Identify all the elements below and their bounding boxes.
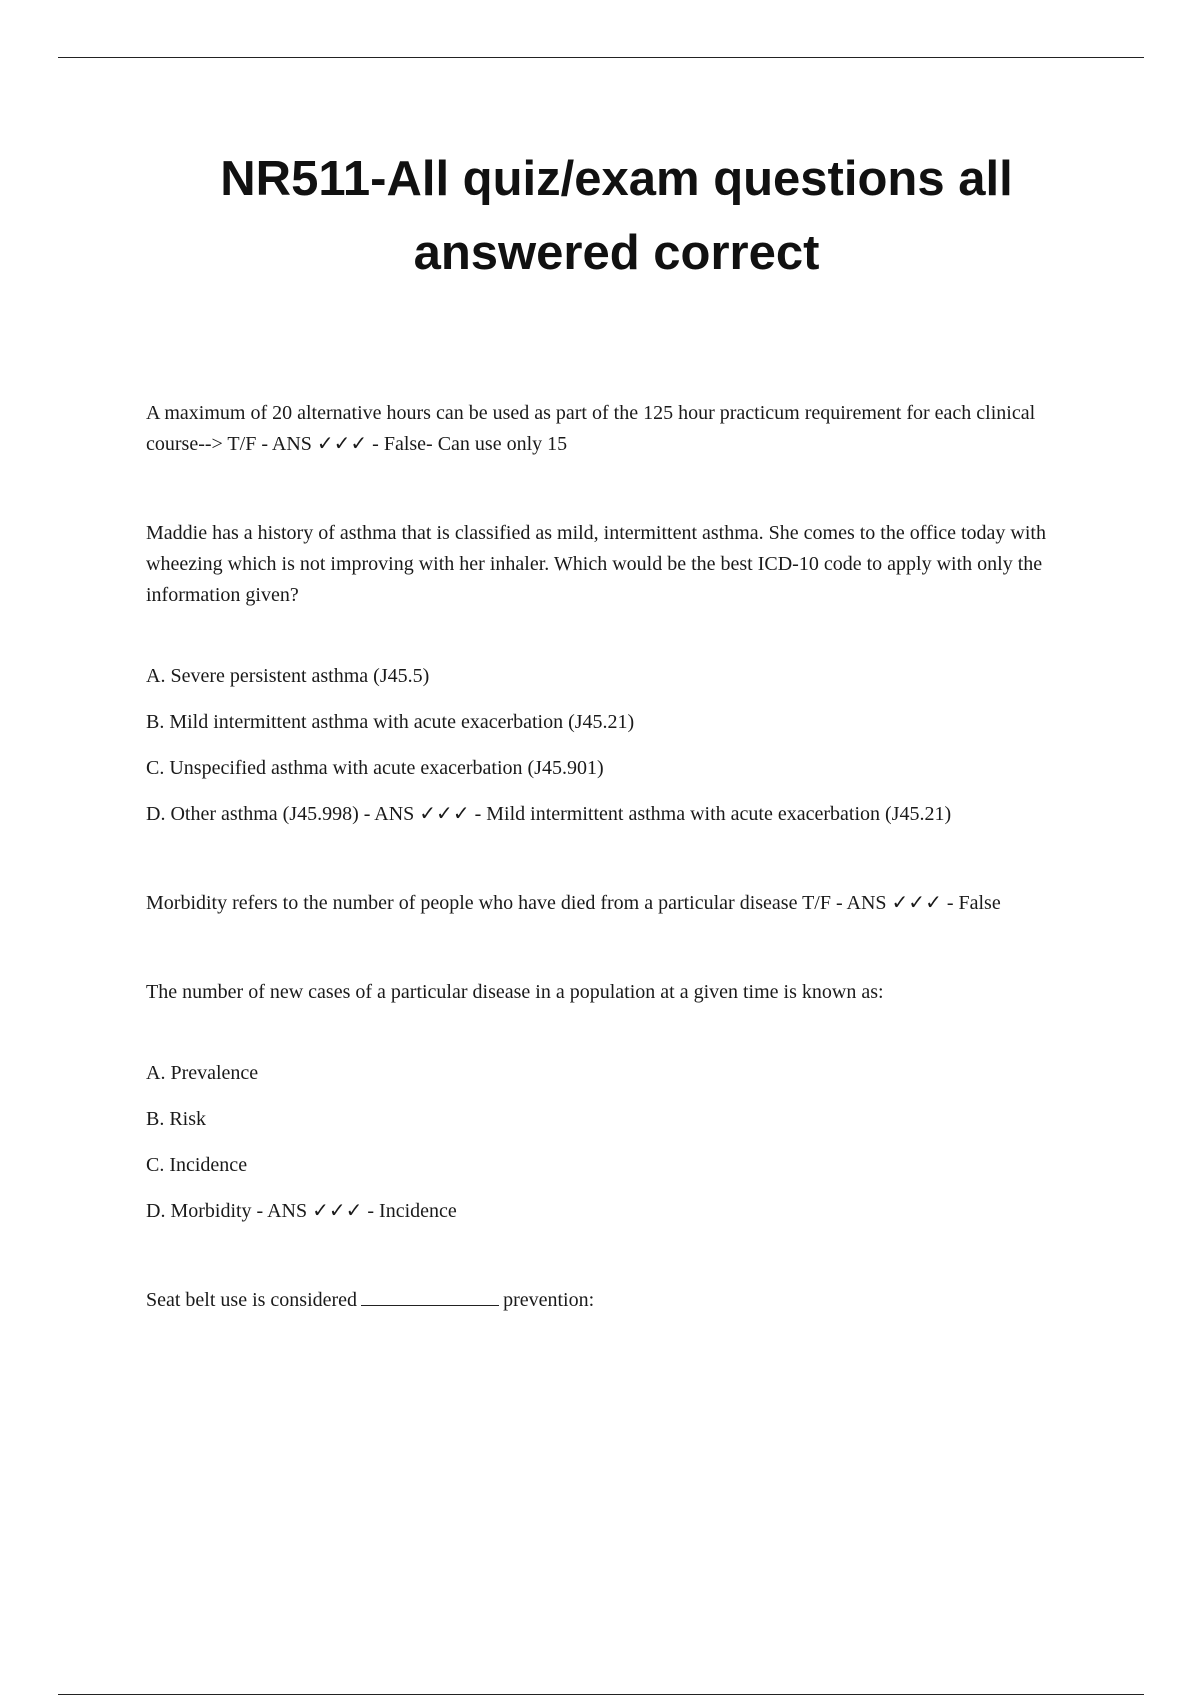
question-2-option-b: B. Mild intermittent asthma with acute exacerbation (J45.21)	[146, 711, 635, 733]
question-4: The number of new cases of a particular disease in a population at a given time is known as:	[146, 981, 884, 1003]
question-3: Morbidity refers to the number of people who have died from a particular disease T/F - ANS ✓✓✓ - False	[146, 892, 1001, 914]
top-rule	[58, 57, 1144, 58]
question-2-option-c: C. Unspecified asthma with acute exacerbation (J45.901)	[146, 757, 604, 779]
bottom-rule	[58, 1694, 1144, 1695]
question-4-option-c: C. Incidence	[146, 1154, 248, 1176]
question-4-option-b: B. Risk	[146, 1108, 207, 1130]
question-4-option-d: D. Morbidity - ANS ✓✓✓ - Incidence	[146, 1200, 457, 1222]
question-2-option-d: D. Other asthma (J45.998) - ANS ✓✓✓ - Mild intermittent asthma with acute exacerbation (J45.21)	[146, 803, 952, 825]
question-4-option-a: A. Prevalence	[146, 1062, 259, 1084]
document-body	[146, 398, 1096, 1316]
question-2-option-a: A. Severe persistent asthma (J45.5)	[146, 665, 430, 687]
question-2: Maddie has a history of asthma that is classified as mild, intermittent asthma. She comes to the office today with wheezing which is not improving with her inhaler. Which would be the best ICD-10 code to apply with only the information given?	[146, 522, 1046, 606]
fill-in-blank	[361, 1287, 499, 1306]
question-5-text-start: Seat belt use is considered	[146, 1289, 358, 1311]
document-title: NR511-All quiz/exam questions all answered correct	[220, 152, 1013, 280]
question-5	[146, 1285, 1096, 1316]
question-1: A maximum of 20 alternative hours can be used as part of the 125 hour practicum requirement for each clinical course--> T/F - ANS ✓✓✓ - False- Can use only 15	[146, 402, 1036, 455]
question-5-text-end: prevention:	[503, 1289, 595, 1311]
